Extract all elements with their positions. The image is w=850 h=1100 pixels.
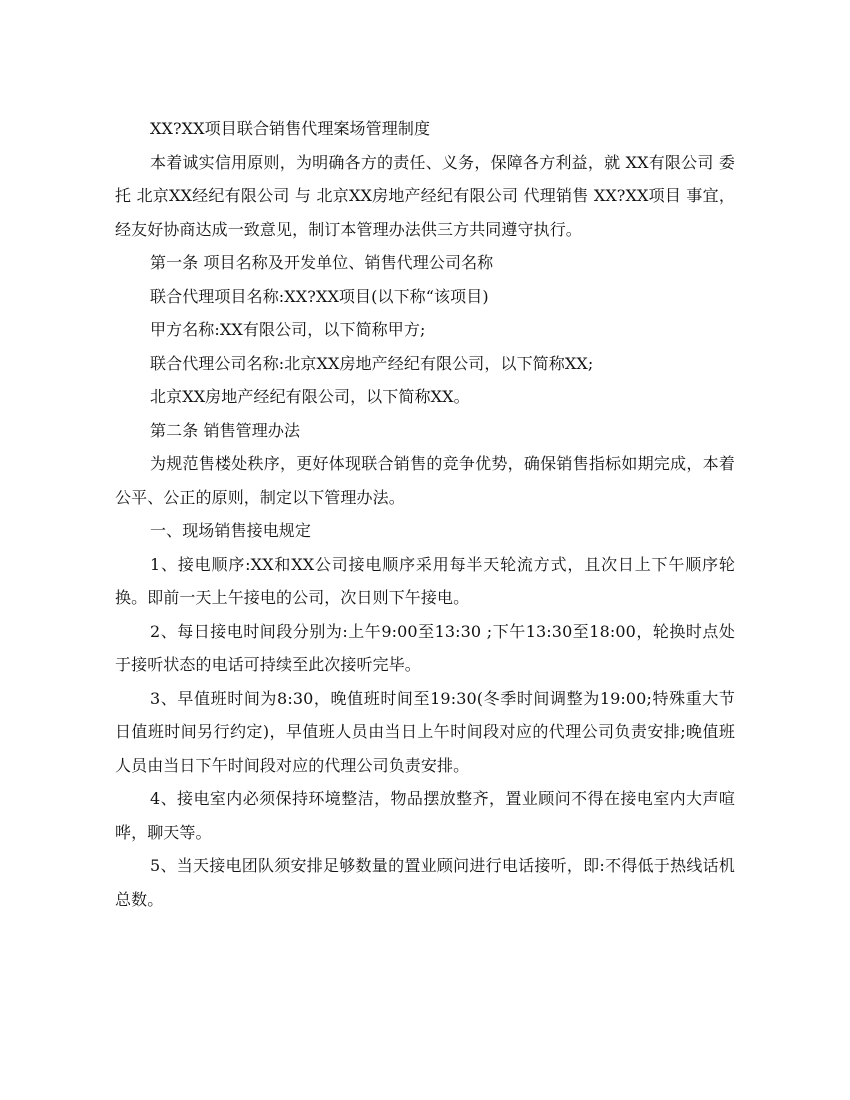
rule-2-paragraph: 2、每日接电时间段分别为:上午9:00至13:30 ;下午13:30至18:00，轮换时点处于接听状态的电话可持续至此次接听完毕。 (115, 621, 735, 674)
agency-line-1: 联合代理公司名称:北京XX房地产经纪有限公司，以下简称XX; (150, 353, 594, 373)
rule-1-paragraph: 1、接电顺序:XX和XX公司接电顺序采用每半天轮流方式，且次日上下午顺序轮换。即前一天上午接电的公司，次日则下午接电。 (115, 554, 735, 607)
document-title: XX?XX项目联合销售代理案场管理制度 (150, 119, 431, 138)
article-one-heading: 第一条 项目名称及开发单位、销售代理公司名称 (150, 253, 494, 272)
party-a-line: 甲方名称:XX有限公司，以下简称甲方; (150, 320, 426, 339)
document-body (115, 112, 735, 916)
intro-paragraph: 本着诚实信用原则，为明确各方的责任、义务，保障各方利益，就 XX有限公司 委托 北京XX经纪有限公司 与 北京XX房地产经纪有限公司 代理销售 XX?XX项目 事宜，经友好协商达成一致意见，制订本管理办法供三方共同遵守执行。 (115, 152, 735, 239)
section-one-heading: 一、现场销售接电规定 (150, 521, 312, 540)
project-name-line: 联合代理项目名称:XX?XX项目(以下称“该项目) (150, 286, 489, 306)
agency-line-2: 北京XX房地产经纪有限公司，以下简称XX。 (150, 387, 470, 406)
rule-3-paragraph: 3、早值班时间为8:30，晚值班时间至19:30(冬季时间调整为19:00;特殊重大节日值班时间另行约定)，早值班人员由当日上午时间段对应的代理公司负责安排;晚值班人员由当日下午时间段对应的代理公司负责安排。 (115, 688, 735, 775)
article-two-heading: 第二条 销售管理办法 (150, 420, 301, 440)
rule-4-paragraph: 4、接电室内必须保持环境整洁，物品摆放整齐，置业顾问不得在接电室内大声喧哗，聊天等。 (115, 789, 735, 842)
management-intro-paragraph: 为规范售楼处秩序，更好体现联合销售的竞争优势，确保销售指标如期完成，本着公平、公正的原则，制定以下管理办法。 (115, 454, 735, 507)
rule-5-paragraph: 5、当天接电团队须安排足够数量的置业顾问进行电话接听，即:不得低于热线话机总数。 (115, 856, 735, 909)
